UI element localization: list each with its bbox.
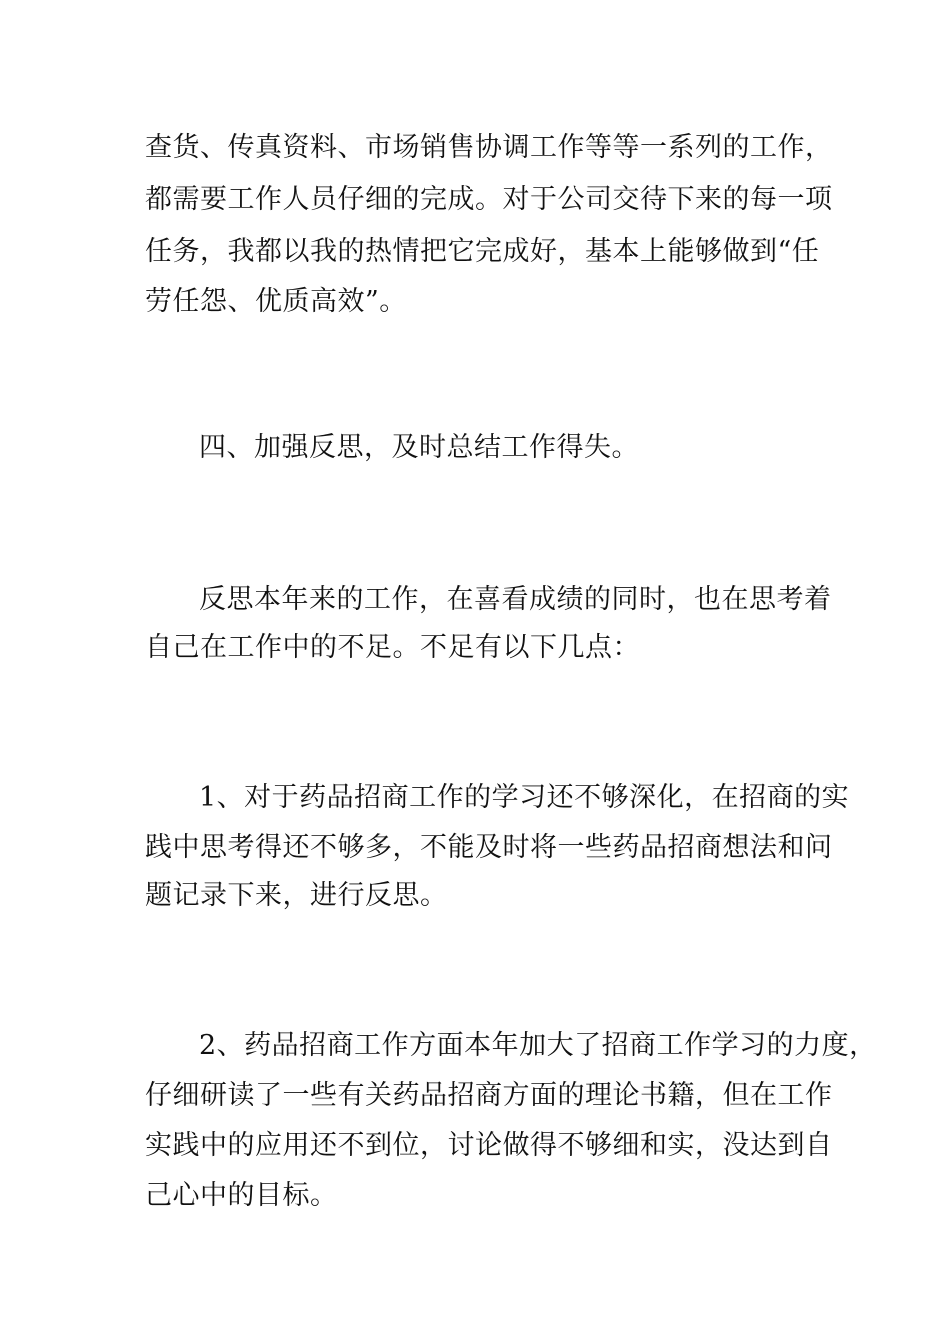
paragraph-line: 反思本年来的工作，在喜看成绩的同时，也在思考着 (199, 584, 832, 615)
paragraph-line: 自己在工作中的不足。不足有以下几点： (145, 632, 640, 663)
paragraph-line: 查货、传真资料、市场销售协调工作等等一系列的工作， (145, 132, 833, 163)
paragraph-line: 劳任怨、优质高效”。 (145, 286, 407, 317)
paragraph-line: 2、药品招商工作方面本年加大了招商工作学习的力度， (199, 1030, 877, 1061)
paragraph-line: 仔细研读了一些有关药品招商方面的理论书籍，但在工作 (145, 1080, 833, 1111)
paragraph-line: 1、对于药品招商工作的学习还不够深化，在招商的实 (199, 782, 850, 813)
paragraph-line: 己心中的目标。 (145, 1180, 338, 1211)
paragraph-line: 题记录下来，进行反思。 (145, 880, 448, 911)
paragraph-line: 任务，我都以我的热情把它完成好，基本上能够做到“任 (145, 236, 820, 267)
section-heading: 四、加强反思，及时总结工作得失。 (199, 432, 639, 463)
paragraph-line: 都需要工作人员仔细的完成。对于公司交待下来的每一项 (145, 184, 833, 215)
paragraph-line: 实践中的应用还不到位，讨论做得不够细和实，没达到自 (145, 1130, 833, 1161)
paragraph-line: 践中思考得还不够多，不能及时将一些药品招商想法和问 (145, 832, 833, 863)
